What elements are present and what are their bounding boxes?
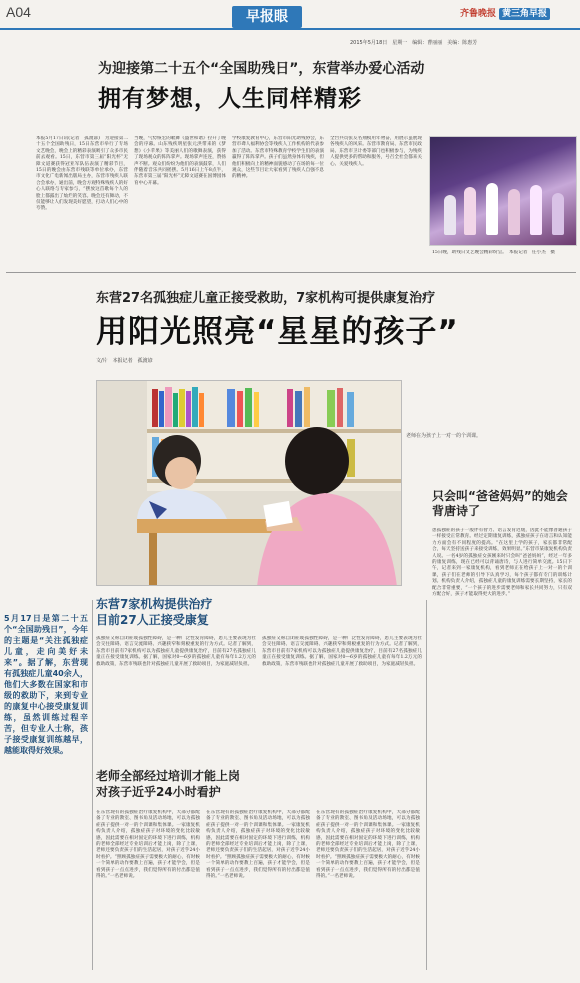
section-headline-2: 东营7家机构提供治疗 目前27人正接受康复	[96, 597, 213, 627]
lead-quote: 5月17日是第二十五个“全国助残日”，今年的主题是“关注孤独症儿童，走向美好未来”。据了解，东营现有孤独症儿童40余人，他们大多数在国家和市级的救助下，来到专业的康复中心接受康复训练，虽然训练过程辛苦，但专业人士称，孩子接受康复训练越早，越能取得好效果。	[4, 614, 88, 755]
section-3-text-a: 在东营现有的孤独症治疗康复机构中，大部分都配备了专业的教室、图书角及活动场地，可以为孤独症孩子提供一对一的个训课和集体课。一家康复机构负责人介绍，孤独症孩子对环境的变化比较敏感，因此需要在相对固定的环境下进行训练，机构的老师全部经过专业培训后才能上岗，除了上课，老师还要负责孩子们的生活起居，对孩子近乎24小时看护。“照顾孤独症孩子需要极大的耐心，有时候一个简单的动作要教上百遍，孩子才能学会，但是看到孩子一点点进步，我们觉得所有的付出都是值得的。”一名老师说。	[96, 810, 200, 880]
classroom-illustration	[97, 381, 402, 586]
logo-text: 齐鲁晚报	[460, 9, 497, 19]
story2-byline: 文/片 本报记者 孤渡谚	[96, 358, 153, 364]
story1-photo	[429, 136, 577, 246]
section-tab: 早报眼	[232, 6, 302, 28]
section-2-text-b: 孤独症又称自闭症或孤独性障碍，是一种广泛性发育障碍，患儿主要表现为社会交往障碍、语言交流障碍、兴趣狭窄和刻板重复的行为方式。记者了解到，东营市目前有7家机构可以为孤独症儿童提供康复治疗，目前有27名孤独症儿童正在接受康复训练。据了解，国家对0—6岁的孤独症儿童有每年1.2万元的救助政策，东营市残联也针对孤独症儿童开展了救助项目，为家庭减轻负担。	[262, 636, 422, 667]
page-number: A04	[6, 4, 31, 20]
dateline: 2015年5月18日 星期一 编辑：曹丽丽 美编：陈惠芳	[350, 40, 478, 46]
story1-photo-caption: 15日晚，助残日文艺晚会精彩纷呈。 本报记者 任小杰 摄	[432, 250, 555, 255]
column-rule	[426, 600, 427, 970]
newspaper-logo	[460, 6, 550, 19]
section-3-text-b: 在东营现有的孤独症治疗康复机构中，大部分都配备了专业的教室、图书角及活动场地，可以为孤独症孩子提供一对一的个训课和集体课。一家康复机构负责人介绍，孤独症孩子对环境的变化比较敏感，因此需要在相对固定的环境下进行训练，机构的老师全部经过专业培训后才能上岗，除了上课，老师还要负责孩子们的生活起居，对孩子近乎24小时看护。“照顾孤独症孩子需要极大的耐心，有时候一个简单的动作要教上百遍，孩子才能学会，但是看到孩子一点点进步，我们觉得所有的付出都是值得的。”一名老师说。	[206, 810, 310, 880]
section-2-text-a: 孤独症又称自闭症或孤独性障碍，是一种广泛性发育障碍，患儿主要表现为社会交往障碍、语言交流障碍、兴趣狭窄和刻板重复的行为方式。记者了解到，东营市目前有7家机构可以为孤独症儿童提供康复治疗，目前有27名孤独症儿童正在接受康复训练。据了解，国家对0—6岁的孤独症儿童有每年1.2万元的救助政策，东营市残联也针对孤独症儿童开展了救助项目，为家庭减轻负担。	[96, 636, 256, 667]
header-rule	[0, 28, 580, 30]
logo-badge: 黄三角早报	[499, 8, 550, 20]
story2-title: 用阳光照亮“星星的孩子”	[96, 314, 459, 350]
section-headline-3: 老师全部经过培训才能上岗 对孩子近乎24小时看护	[96, 769, 241, 799]
story1-column-2: 当晚，气势恢宏的歌舞《盛世和谐》拉开了晚会的序幕。山东残疾明星张元洪带来的《梦想》《小苹果》等美丽人们的歌舞表演，获得了现场观众的阵阵掌声。现场掌声连连，赞扬声不断。观众们纷纷为他们的表演鼓掌，人们伴随着音乐共同摇摆。5月16日上午8点半，东营市第三届“阳光杯”无障文道赛在国博园体育中心开幕。	[134, 136, 226, 186]
story1-column-4: 全台共员张友名翔模用年殆奋，用展示虽展现各残疾人的风采。东营市教育局、东营市民政局、东营市卫计委等部门也积极参与，为残疾人提供更多的帮助和服务，号召全社会都来关心、关爱残疾人。	[330, 136, 422, 167]
side-headline: 只会叫“爸爸妈妈”的她会背唐诗了	[432, 489, 568, 518]
story1-title: 拥有梦想，人生同样精彩	[98, 86, 362, 112]
section-3-text-c: 在东营现有的孤独症治疗康复机构中，大部分都配备了专业的教室、图书角及活动场地，可以为孤独症孩子提供一对一的个训课和集体课。一家康复机构负责人介绍，孤独症孩子对环境的变化比较敏感，因此需要在相对固定的环境下进行训练，机构的老师全部经过专业培训后才能上岗，除了上课，老师还要负责孩子们的生活起居，对孩子近乎24小时看护。“照顾孤独症孩子需要极大的耐心，有时候一个简单的动作要教上百遍，孩子才能学会，但是看到孩子一点点进步，我们觉得所有的付出都是值得的。”一名老师说。	[316, 810, 420, 880]
side-column-text: 患孤独症的孩子一般伴有智力、语言发育迟缓，因此不能像普通孩子一样接受正常教育。经过定期康复训练，孤独症孩子在语言和认知能力方面会有不同程度的提高。“在这里上学的孩子，家长都非常配合，每天坚持送孩子来接受训练，效果明显。”东营市某康复机构负责人说。一名4岁的孤独症女孩刚来时只会叫“爸爸妈妈”，经过一年多的康复训练，现在已经可以背诵唐诗，与人进行简单交流。15日下午，记者来到一家康复机构，看到老师正在给孩子上一对一的个训课，孩子们在老师的引导下认真学习，每个孩子都有专门的训练计划。机构负责人介绍，孤独症儿童的康复训练需要长期坚持，家长的配合非常重要，“一个孩子的进步需要老师和家长共同努力，只有双方配合好，孩子才能取得更大的进步。”	[432, 528, 572, 598]
story1-subtitle: 为迎接第二十五个“全国助残日”，东营举办爱心活动	[98, 61, 425, 77]
story1-column-3: 学校康复教育中心，东营市阳光助残协会，东营市聋人福利协会等残疾人工作机构的代表参加了活动。东营市特殊教育学校学生们的表演赢得了阵阵掌声。孩子们虽然身体有残疾，但他们积极向上的精神面貌感动了在场的每一位观众，这些节目让大家看到了残疾人自强不息的精神。	[232, 136, 324, 180]
story-divider	[6, 272, 576, 273]
story2-subtitle: 东营27名孤独症儿童正接受救助，7家机构可提供康复治疗	[96, 291, 436, 306]
story1-column-1: 本报5月17日讯(记者 孤渡谚) 为迎接第二十五个全国助残日，15日东营市举行了专场文艺晚会，晚会上的精彩表演吸引了众多市民前去观看。15日，东营市第三届“阳光杯”无障文道赛获得冠亚军队伍表演了精彩节目，15日的晚会由东营市残联等单位承办，东营市文化广电新闻出版局主办，东营市残疾人联合会承办，通出前，晚会方观特殊残疾人的好心人联络与专家参与，“摆放这首歌每个人的脸上都露出了灿烂的笑容。晚会还有舞动，不仅能够让人们发现美好愿望，打动人们心中的夸赞。	[36, 136, 128, 212]
main-photo	[96, 380, 402, 586]
column-rule	[92, 600, 93, 970]
main-photo-caption: 老师在为孩子上一对一的个训课。	[406, 433, 482, 439]
